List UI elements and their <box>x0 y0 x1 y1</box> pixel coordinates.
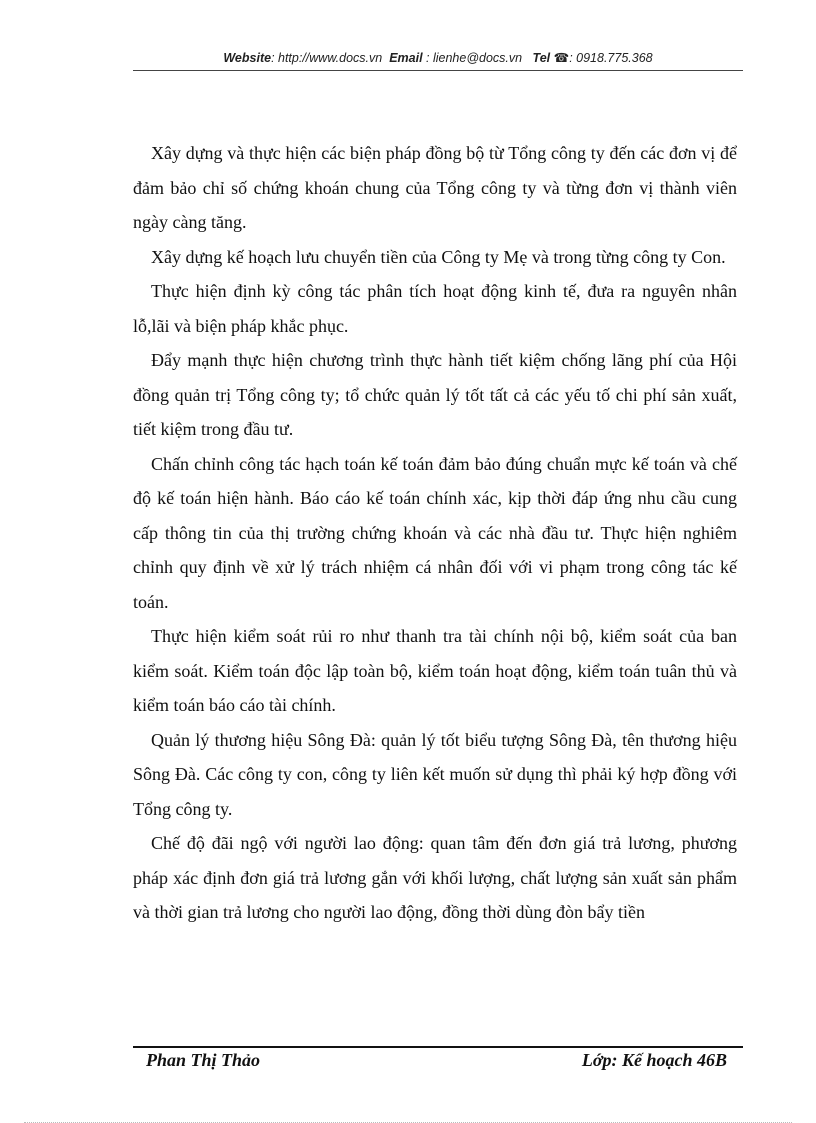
website-label: Website <box>223 51 272 65</box>
footer-divider <box>133 1046 743 1048</box>
tel-label: Tel <box>532 51 551 65</box>
paragraph-3: Thực hiện định kỳ công tác phân tích hoạt động kinh tế, đưa ra nguyên nhân lỗ,lãi và biện pháp khắc phục. <box>133 281 737 336</box>
page-header <box>133 50 743 65</box>
paragraph-7: Quản lý thương hiệu Sông Đà: quản lý tốt biểu tượng Sông Đà, tên thương hiệu Sông Đà. Các công ty con, công ty liên kết muốn sử dụng thì phải ký hợp đồng với Tổng công ty. <box>133 729 737 819</box>
paragraph-1: Xây dựng và thực hiện các biện pháp đồng bộ từ Tổng công ty đến các đơn vị để đảm bảo chỉ số chứng khoán chung của Tổng công ty và từng đơn vị thành viên ngày càng tăng. <box>133 143 737 232</box>
paragraph-2: Xây dựng kế hoạch lưu chuyển tiền của Công ty Mẹ và trong từng công ty Con. <box>151 246 726 267</box>
paragraph-6: Thực hiện kiểm soát rủi ro như thanh tra tài chính nội bộ, kiểm soát của ban kiểm soát. Kiểm toán độc lập toàn bộ, kiểm toán hoạt động, kiểm toán tuân thủ và kiểm toán báo cáo tài chính. <box>133 626 737 715</box>
website-value: : http://www.docs.vn <box>271 51 383 65</box>
email-value: : lienhe@docs.vn <box>426 51 523 65</box>
header-divider <box>133 70 743 71</box>
paragraph-4: Đẩy mạnh thực hiện chương trình thực hành tiết kiệm chống lãng phí của Hội đồng quản trị Tổng công ty; tổ chức quản lý tốt tất cả các yếu tố chi phí sản xuất, tiết kiệm trong đầu tư. <box>133 350 737 439</box>
phone-icon: ☎ <box>553 51 570 65</box>
document-body <box>133 136 737 930</box>
footer-author: Phan Thị Thảo <box>146 1050 261 1070</box>
footer-class: Lớp: Kế hoạch 46B <box>581 1050 727 1070</box>
paragraph-8: Chế độ đãi ngộ với người lao động: quan tâm đến đơn giá trả lương, phương pháp xác định đơn giá trả lương gắn với khối lượng, chất lượng sản xuất sản phẩm và thời gian trả lương cho người lao động, đồng thời dùng đòn bẩy tiền <box>133 833 737 922</box>
email-label: Email <box>389 51 423 65</box>
tel-value: : 0918.775.368 <box>569 51 653 65</box>
paragraph-5: Chấn chỉnh công tác hạch toán kế toán đảm bảo đúng chuẩn mực kế toán và chế độ kế toán hiện hành. Báo cáo kế toán chính xác, kịp thời đáp ứng nhu cầu cung cấp thông tin của thị trường chứng khoán và các nhà đầu tư. Thực hiện nghiêm chỉnh quy định về xử lý trách nhiệm cá nhân đối với vi phạm trong công tác kế toán. <box>133 453 737 612</box>
